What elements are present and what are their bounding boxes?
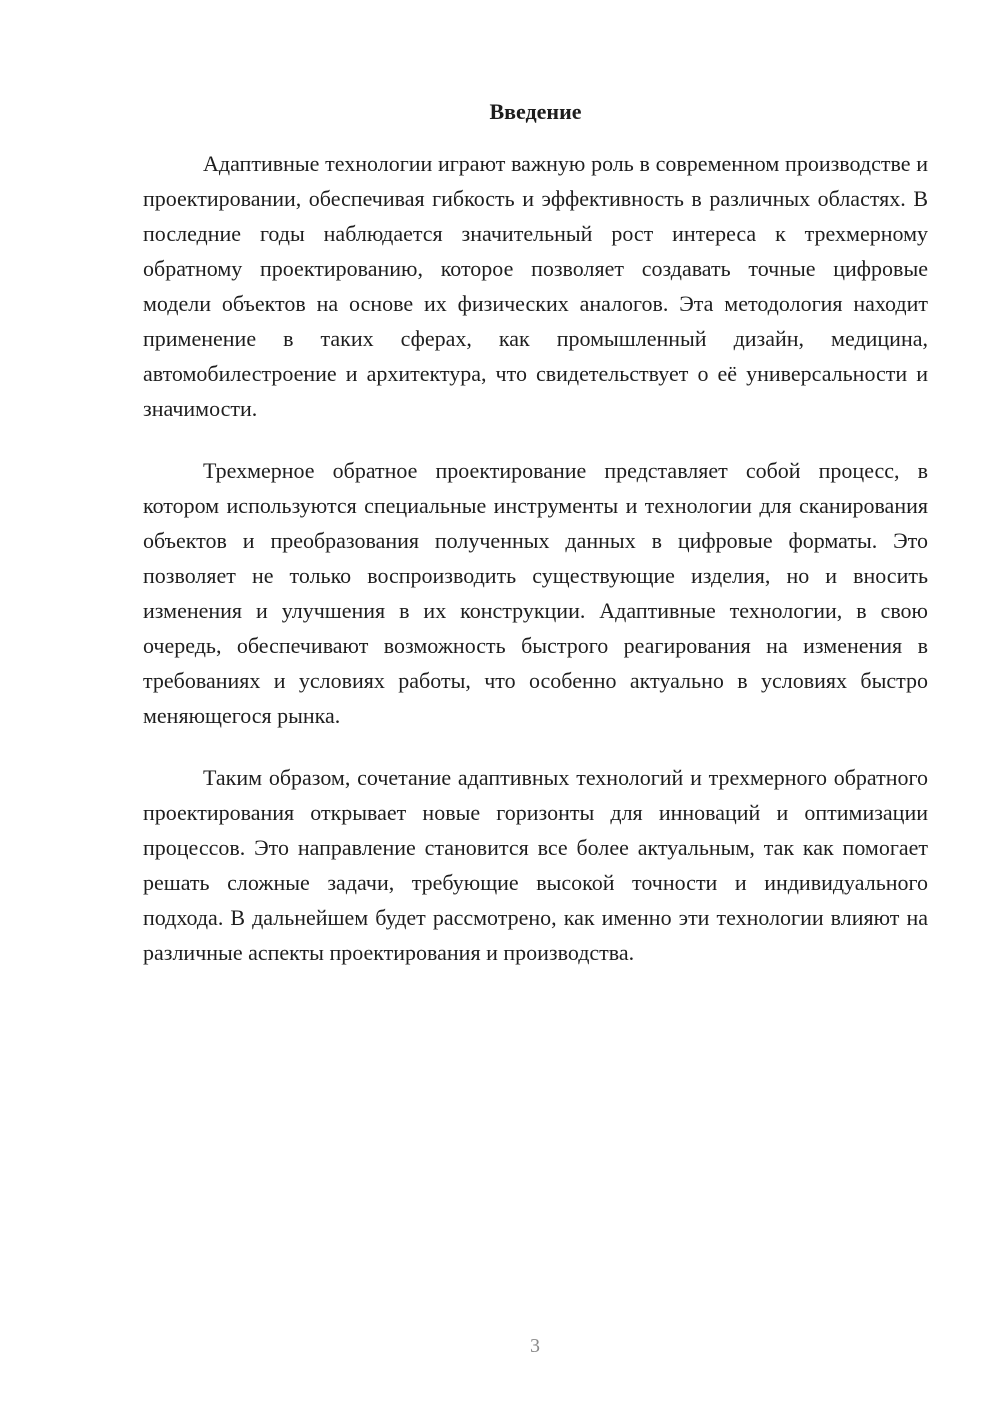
page-number: 3 [530,1335,540,1357]
page-content [143,98,928,970]
paragraph: Трехмерное обратное проектирование представляет собой процесс, в котором используются специальные инструменты и технологии для сканирования объектов и преобразования полученных данных в цифровые форматы. Это позволяет не только воспроизводить существующие изделия, но и вносить изменения и улучшения в их конструкции. Адаптивные технологии, в свою очередь, обеспечивают возможность быстрого реагирования на изменения в требованиях и условиях работы, что особенно актуально в условиях быстро меняющегося рынка. [143,458,928,728]
paragraph: Таким образом, сочетание адаптивных технологий и трехмерного обратного проектирования открывает новые горизонты для инноваций и оптимизации процессов. Это направление становится все более актуальным, так как помогает решать сложные задачи, требующие высокой точности и индивидуального подхода. В дальнейшем будет рассмотрено, как именно эти технологии влияют на различные аспекты проектирования и производства. [143,765,928,965]
section-title: Введение [489,99,582,124]
paragraph: Адаптивные технологии играют важную роль в современном производстве и проектировании, обеспечивая гибкость и эффективность в различных областях. В последние годы наблюдается значительный рост интереса к трехмерному обратному проектированию, которое позволяет создавать точные цифровые модели объектов на основе их физических аналогов. Эта методология находит применение в таких сферах, как промышленный дизайн, медицина, автомобилестроение и архитектура, что свидетельствует о её универсальности и значимости. [143,151,928,421]
